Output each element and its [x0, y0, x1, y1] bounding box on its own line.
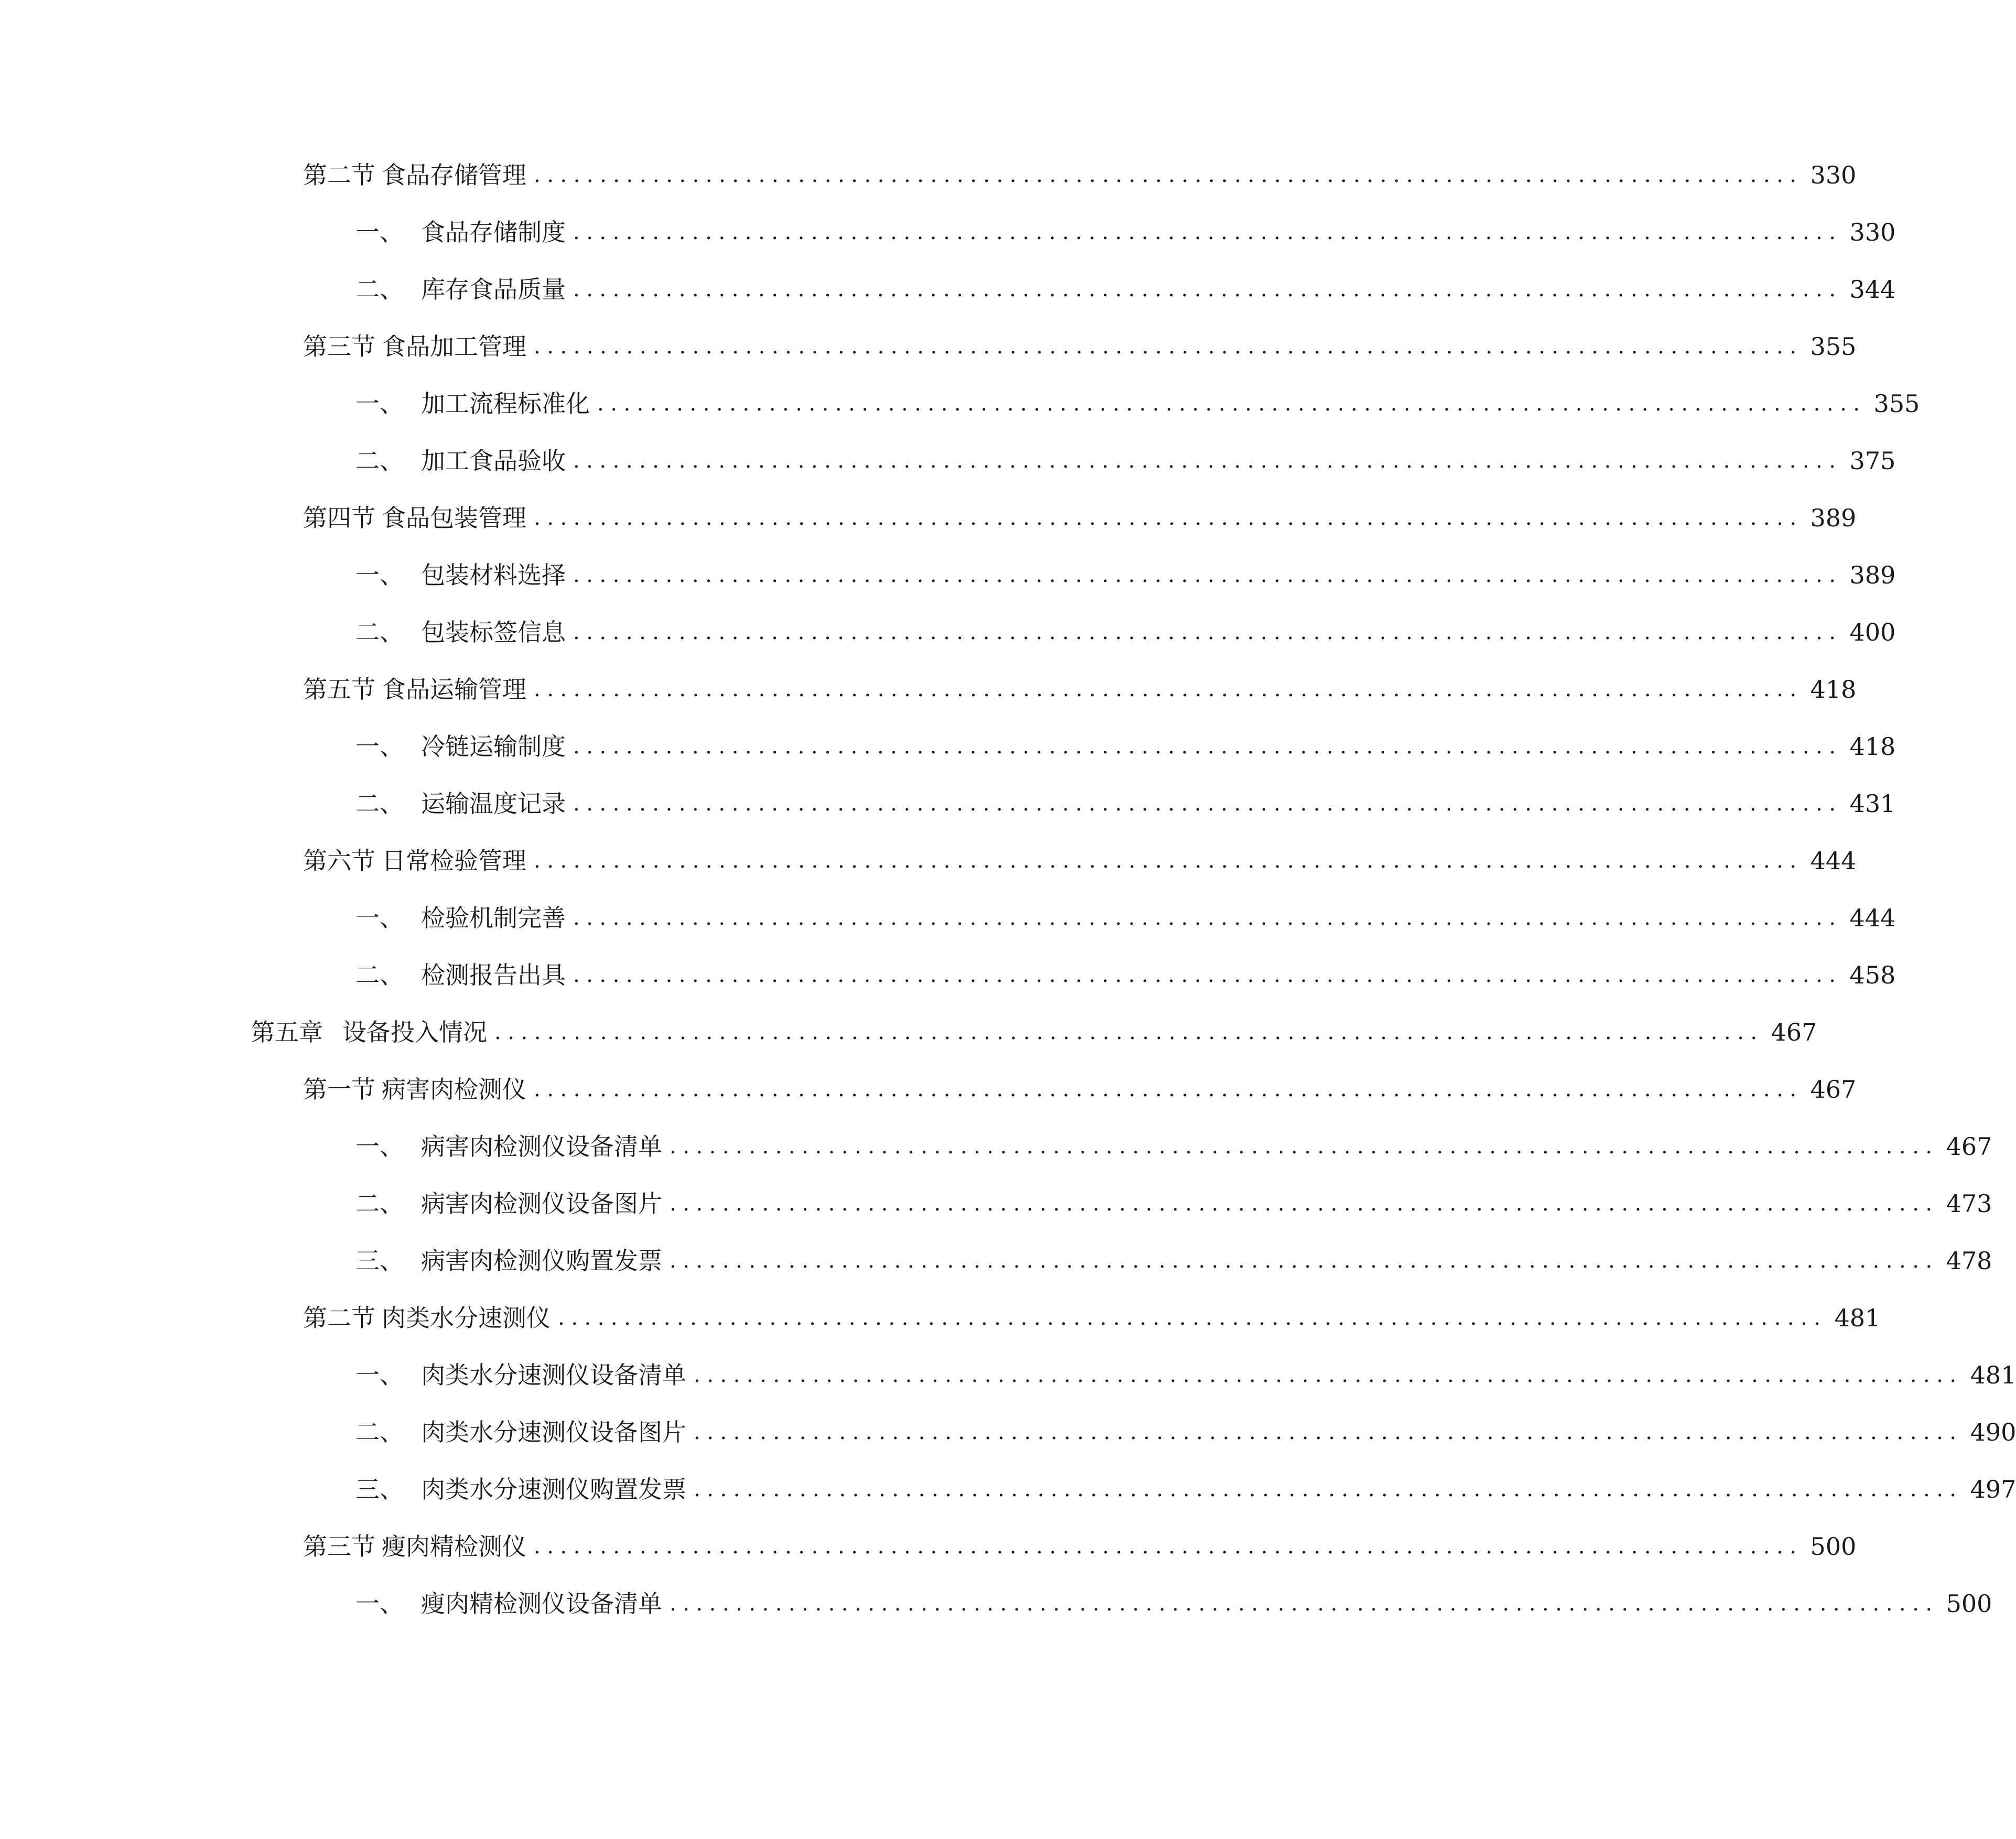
toc-entry-title: 检验机制完善	[421, 904, 566, 932]
toc-dot-leader: ................................................................................................	[573, 563, 1842, 587]
toc-dot-leader: ................................................................................................	[573, 220, 1842, 244]
toc-entry-page: 467	[1946, 1132, 1992, 1161]
toc-entry[interactable]: 二、 库存食品质量 ................................................................................................ 344	[355, 271, 1104, 308]
toc-dot-leader: ................................................................................................	[558, 1306, 1827, 1330]
toc-entry-page: 330	[1810, 161, 1857, 189]
toc-entry-title: 食品加工管理	[382, 332, 526, 361]
toc-entry-page: 467	[1810, 1075, 1857, 1104]
toc-entry[interactable]: 第二节 食品存储管理 ................................................................................................ 330	[303, 157, 1104, 193]
toc-entry-title: 设备投入情况	[342, 1018, 487, 1046]
toc-dot-leader: ................................................................................................	[573, 734, 1842, 759]
toc-entry-title: 病害肉检测仪	[382, 1075, 526, 1104]
toc-dot-leader: ................................................................................................	[494, 1020, 1764, 1044]
toc-entry[interactable]: 二、 病害肉检测仪设备图片 ................................................................................................ 473	[355, 1185, 1104, 1222]
toc-dot-leader: ................................................................................................	[694, 1477, 1963, 1501]
toc-entry[interactable]: 第三节 瘦肉精检测仪 ................................................................................................ 500	[303, 1528, 1104, 1565]
toc-entry-page: 355	[1873, 390, 1920, 418]
toc-entry-page: 481	[1970, 1361, 2016, 1389]
toc-entry-title: 加工流程标准化	[421, 390, 590, 418]
toc-dot-leader: ................................................................................................	[597, 392, 1867, 416]
toc-dot-leader: ................................................................................................	[534, 334, 1803, 359]
toc-entry-title: 日常检验管理	[382, 847, 526, 875]
toc-entry[interactable]: 三、 病害肉检测仪购置发票 ................................................................................................ 478	[355, 1242, 1104, 1279]
toc-entry[interactable]: 一、 食品存储制度 ................................................................................................ 330	[355, 214, 1104, 251]
toc-entry-page: 490	[1970, 1418, 2016, 1446]
toc-entry[interactable]: 一、 检验机制完善 ................................................................................................ 444	[355, 900, 1104, 936]
toc-entry-title: 病害肉检测仪设备清单	[421, 1132, 662, 1161]
toc-entry[interactable]: 第二节 肉类水分速测仪 ................................................................................................ 481	[303, 1300, 1104, 1336]
toc-dot-leader: ................................................................................................	[534, 677, 1803, 701]
toc-dot-leader: ................................................................................................	[573, 277, 1842, 301]
toc-entry-page: 497	[1970, 1475, 2016, 1503]
toc-entry-page: 473	[1946, 1189, 1992, 1218]
toc-entry-title: 食品存储制度	[421, 218, 566, 246]
toc-entry[interactable]: 二、 检测报告出具 ................................................................................................ 458	[355, 957, 1104, 993]
toc-entry-title: 肉类水分速测仪设备图片	[421, 1418, 686, 1446]
toc-entry[interactable]: 二、 加工食品验收 ................................................................................................ 375	[355, 442, 1104, 479]
toc-entry[interactable]: 第四节 食品包装管理 ................................................................................................ 389	[303, 500, 1104, 536]
toc-dot-leader: ................................................................................................	[534, 163, 1803, 187]
toc-dot-leader: ................................................................................................	[534, 506, 1803, 530]
toc-dot-leader: ................................................................................................	[573, 906, 1842, 930]
toc-entry[interactable]: 一、 加工流程标准化 ................................................................................................ 355	[355, 385, 1104, 422]
toc-entry-title: 运输温度记录	[421, 789, 566, 818]
toc-entry-page: 444	[1810, 847, 1857, 875]
toc-entry-title: 肉类水分速测仪	[382, 1304, 551, 1332]
toc-entry[interactable]: 第五章 设备投入情况 ................................................................................................ 467	[251, 1014, 1104, 1051]
toc-dot-leader: ................................................................................................	[694, 1420, 1963, 1444]
toc-entry-page: 344	[1849, 275, 1896, 304]
toc-entry[interactable]: 三、 肉类水分速测仪购置发票 ................................................................................................ 497	[355, 1471, 1104, 1508]
toc-entry-page: 330	[1849, 218, 1896, 246]
toc-dot-leader: ................................................................................................	[534, 849, 1803, 873]
toc-entry-title: 病害肉检测仪设备图片	[421, 1189, 662, 1218]
toc-entry-page: 467	[1771, 1018, 1817, 1046]
toc-dot-leader: ................................................................................................	[534, 1534, 1803, 1559]
toc-dot-leader: ................................................................................................	[534, 1077, 1803, 1101]
toc-entry-title: 病害肉检测仪购置发票	[421, 1247, 662, 1275]
toc-entry-page: 431	[1849, 789, 1896, 818]
toc-entry[interactable]: 第六节 日常检验管理 ................................................................................................ 444	[303, 842, 1104, 879]
toc-entry[interactable]: 一、 包装材料选择 ................................................................................................ 389	[355, 557, 1104, 593]
toc-entry-page: 500	[1946, 1589, 1992, 1618]
toc-entry-title: 食品运输管理	[382, 675, 526, 704]
toc-entry-title: 食品包装管理	[382, 504, 526, 532]
toc-dot-leader: ................................................................................................	[573, 449, 1842, 473]
toc-entry-page: 389	[1810, 504, 1857, 532]
toc-entry-page: 481	[1834, 1304, 1881, 1332]
toc-entry-title: 检测报告出具	[421, 961, 566, 989]
toc-entry[interactable]: 一、 瘦肉精检测仪设备清单 ................................................................................................ 500	[355, 1585, 1104, 1622]
toc-entry[interactable]: 二、 包装标签信息 ................................................................................................ 400	[355, 614, 1104, 651]
toc-entry[interactable]: 二、 运输温度记录 ................................................................................................ 431	[355, 785, 1104, 822]
toc-entry-title: 食品存储管理	[382, 161, 526, 189]
toc-entry-page: 400	[1849, 618, 1896, 646]
toc-dot-leader: ................................................................................................	[694, 1363, 1963, 1387]
toc-entry[interactable]: 第一节 病害肉检测仪 ................................................................................................ 467	[303, 1071, 1104, 1108]
toc-entry-page: 478	[1946, 1247, 1992, 1275]
toc-entry-page: 375	[1849, 447, 1896, 475]
toc-entry-title: 肉类水分速测仪购置发票	[421, 1475, 686, 1503]
toc-entry[interactable]: 第五节 食品运输管理 ................................................................................................ 418	[303, 671, 1104, 708]
toc-entry-page: 418	[1849, 732, 1896, 761]
toc-entry-page: 389	[1849, 561, 1896, 589]
toc-entry-title: 包装材料选择	[421, 561, 566, 589]
toc-dot-leader: ................................................................................................	[670, 1192, 1939, 1216]
toc-entry-title: 冷链运输制度	[421, 732, 566, 761]
toc-entry-page: 355	[1810, 332, 1857, 361]
toc-entry-page: 444	[1849, 904, 1896, 932]
toc-entry-title: 包装标签信息	[421, 618, 566, 646]
toc-entry[interactable]: 一、 冷链运输制度 ................................................................................................ 418	[355, 728, 1104, 765]
toc-entry-page: 418	[1810, 675, 1857, 704]
toc-entry[interactable]: 一、 肉类水分速测仪设备清单 ................................................................................................ 481	[355, 1357, 1104, 1393]
toc-entry-page: 500	[1810, 1532, 1857, 1561]
toc-entry-title: 库存食品质量	[421, 275, 566, 304]
toc-entry-title: 瘦肉精检测仪	[382, 1532, 526, 1561]
toc-entry-title: 瘦肉精检测仪设备清单	[421, 1589, 662, 1618]
toc-entry-title: 加工食品验收	[421, 447, 566, 475]
toc-dot-leader: ................................................................................................	[573, 963, 1842, 987]
toc-dot-leader: ................................................................................................	[670, 1249, 1939, 1273]
toc-dot-leader: ................................................................................................	[573, 792, 1842, 816]
toc-entry[interactable]: 二、 肉类水分速测仪设备图片 ................................................................................................ 490	[355, 1414, 1104, 1451]
toc-entry-page: 458	[1849, 961, 1896, 989]
toc-entry-title: 肉类水分速测仪设备清单	[421, 1361, 686, 1389]
toc-dot-leader: ................................................................................................	[670, 1134, 1939, 1159]
toc-dot-leader: ................................................................................................	[573, 620, 1842, 644]
toc-entry[interactable]: 一、 病害肉检测仪设备清单 ................................................................................................ 467	[355, 1128, 1104, 1165]
toc-dot-leader: ................................................................................................	[670, 1592, 1939, 1616]
toc-entry[interactable]: 第三节 食品加工管理 ................................................................................................ 355	[303, 328, 1104, 365]
